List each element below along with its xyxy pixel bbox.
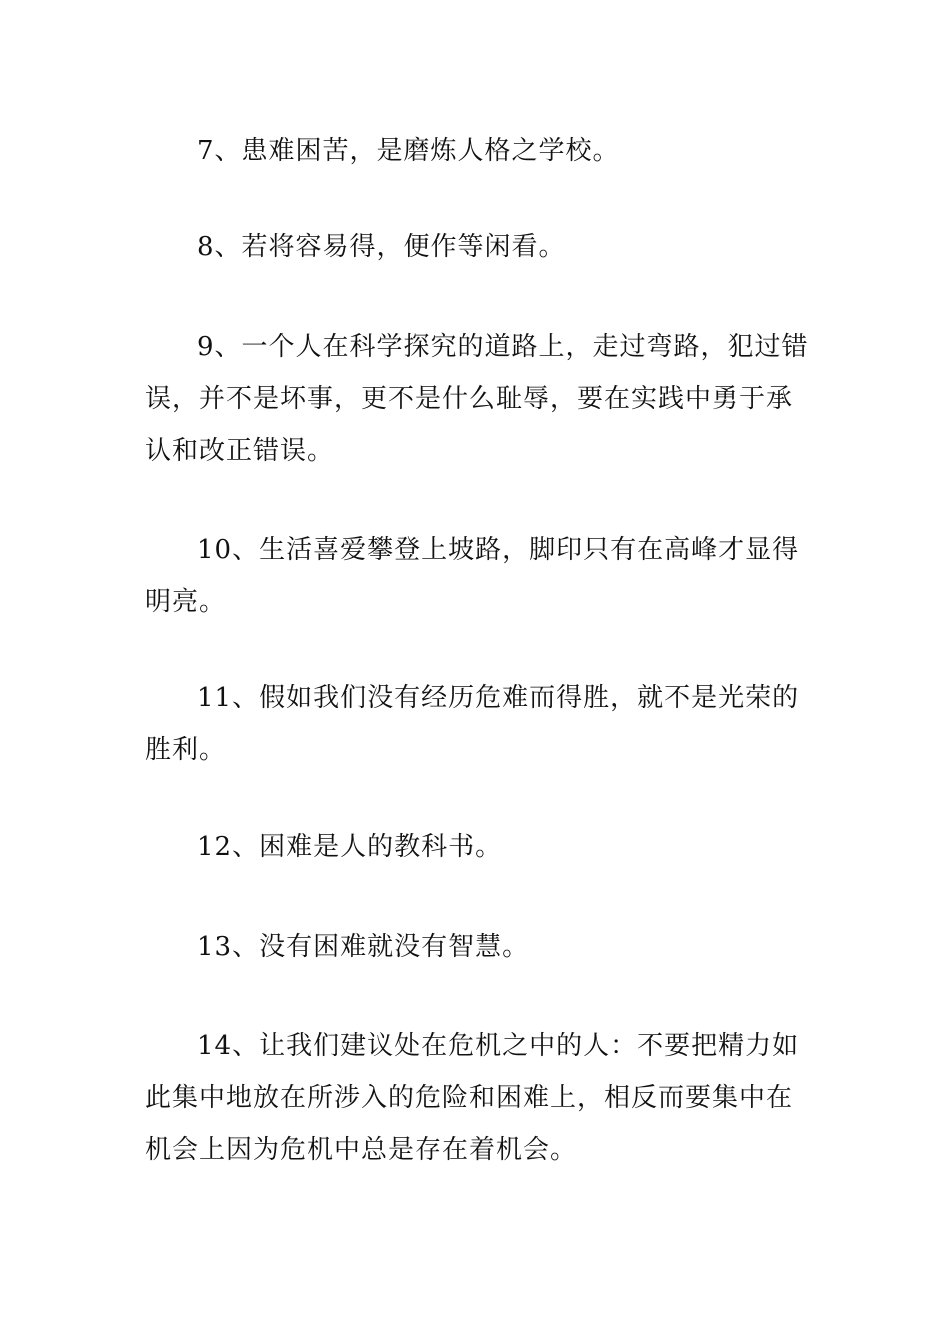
- quote-paragraph-10: 10、生活喜爱攀登上坡路，脚印只有在高峰才显得明亮。: [145, 535, 800, 617]
- quote-paragraph-11: 11、假如我们没有经历危难而得胜，就不是光荣的胜利。: [145, 683, 800, 765]
- quote-paragraph-7: 7、患难困苦，是磨炼人格之学校。: [197, 136, 620, 166]
- quote-paragraph-13: 13、没有困难就没有智慧。: [197, 932, 530, 962]
- quote-paragraph-14: 14、让我们建议处在危机之中的人：不要把精力如此集中地放在所涉入的危险和困难上，相反而要集中在机会上因为危机中总是存在着机会。: [145, 1031, 800, 1165]
- quote-paragraph-12: 12、困难是人的教科书。: [197, 832, 503, 862]
- quote-paragraph-9: 9、一个人在科学探究的道路上，走过弯路，犯过错误，并不是坏事，更不是什么耻辱，要在实践中勇于承认和改正错误。: [145, 332, 809, 466]
- quote-paragraph-8: 8、若将容易得，便作等闲看。: [197, 232, 566, 262]
